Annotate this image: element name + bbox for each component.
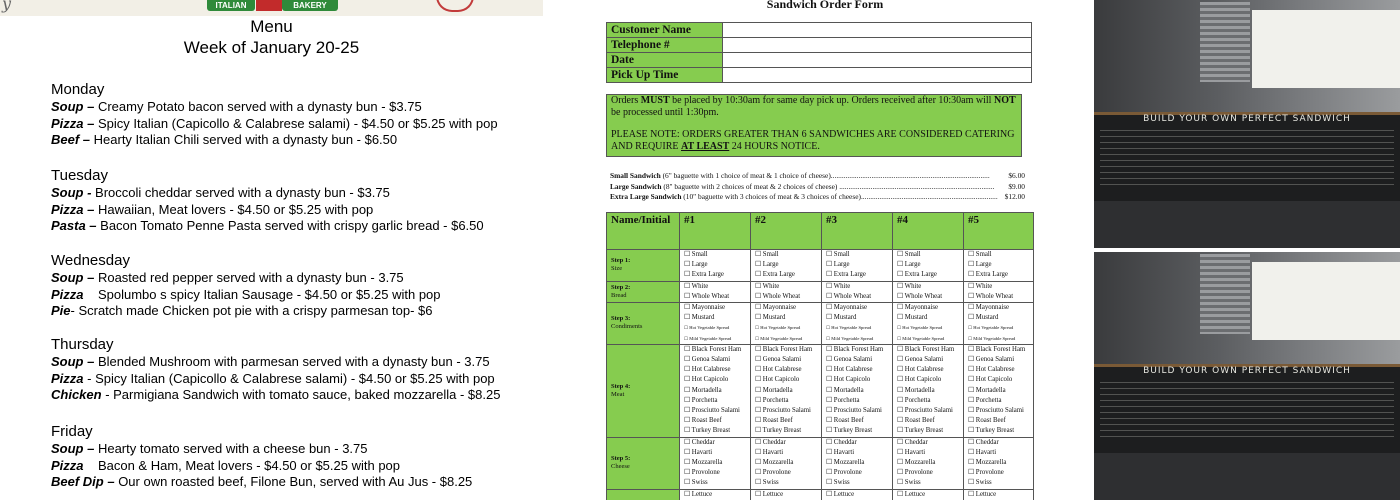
- option-checkbox[interactable]: ☐ Mortadella: [826, 386, 864, 394]
- sign-heading: BUILD YOUR OWN PERFECT SANDWICH: [1143, 114, 1351, 124]
- option-checkbox[interactable]: ☐ Havarti: [684, 448, 713, 456]
- menu-title: Menu: [250, 17, 293, 36]
- option-cell: [964, 250, 1034, 282]
- option-checkbox[interactable]: ☐ Whole Wheat: [968, 292, 1014, 300]
- info-label: Date: [607, 53, 723, 68]
- option-checkbox[interactable]: ☐ Hot Vegetable Spread: [897, 325, 943, 331]
- step-row: [607, 303, 1034, 345]
- banner-badge-italian: ITALIAN: [207, 0, 255, 11]
- option-checkbox[interactable]: ☐ Hot Capicolo: [968, 376, 1013, 384]
- option-checkbox[interactable]: ☐ Extra Large: [968, 271, 1008, 279]
- sandwich-order-form: [545, 0, 1093, 500]
- option-checkbox[interactable]: ☐ Swiss: [684, 479, 708, 487]
- option-checkbox[interactable]: ☐ Large: [684, 261, 708, 269]
- option-checkbox[interactable]: ☐ Black Forest Ham: [897, 345, 955, 353]
- option-checkbox[interactable]: ☐ Mild Vegetable Spread: [684, 335, 732, 341]
- item-label: Pie: [51, 303, 71, 318]
- option-cell: [964, 437, 1034, 489]
- option-checkbox[interactable]: ☐ White: [755, 282, 780, 290]
- item-text: Hawaiian, Meat lovers - $4.50 or $5.25 with pop: [94, 201, 374, 217]
- option-checkbox[interactable]: ☐ Cheddar: [684, 438, 715, 446]
- option-checkbox[interactable]: ☐ Hot Vegetable Spread: [968, 325, 1014, 331]
- sandwich-column-header: #2: [751, 213, 822, 250]
- option-cell: [964, 303, 1034, 345]
- option-checkbox[interactable]: ☐ Black Forest Ham: [826, 345, 884, 353]
- sandwich-column-header: #5: [964, 213, 1034, 250]
- option-checkbox[interactable]: ☐ Hot Calabrese: [968, 366, 1015, 374]
- option-checkbox[interactable]: ☐ Swiss: [897, 479, 921, 487]
- option-checkbox[interactable]: ☐ Mortadella: [755, 386, 793, 394]
- option-checkbox[interactable]: ☐ Mustard: [684, 314, 715, 322]
- option-cell: [822, 303, 893, 345]
- size-price: $9.00: [1008, 181, 1025, 191]
- item-text: Roasted red pepper served with a dynasty bun - 3.75: [94, 270, 404, 285]
- option-checkbox[interactable]: ☐ Mustard: [755, 314, 786, 322]
- step-row: [607, 489, 1034, 500]
- option-checkbox[interactable]: ☐ Whole Wheat: [684, 292, 730, 300]
- chalk-writing: [1100, 130, 1394, 190]
- option-checkbox[interactable]: ☐ Genoa Salami: [968, 356, 1015, 364]
- option-checkbox[interactable]: ☐ Lettuce: [826, 490, 855, 498]
- option-checkbox[interactable]: ☐ Hot Calabrese: [897, 366, 944, 374]
- option-checkbox[interactable]: ☐ Genoa Salami: [684, 356, 731, 364]
- step-label: Step 5: Cheese: [607, 437, 680, 489]
- menu-item: [51, 116, 498, 133]
- option-cell: [893, 303, 964, 345]
- size-price: $12.00: [1004, 192, 1025, 202]
- option-checkbox[interactable]: ☐ Mortadella: [968, 386, 1006, 394]
- option-checkbox[interactable]: ☐ Lettuce: [755, 490, 784, 498]
- step-row: [607, 281, 1034, 302]
- option-checkbox[interactable]: ☐ Hot Vegetable Spread: [755, 325, 801, 331]
- option-checkbox[interactable]: ☐ Mayonnaise: [968, 304, 1010, 312]
- option-checkbox[interactable]: ☐ Extra Large: [897, 271, 937, 279]
- option-checkbox[interactable]: ☐ Prosciutto Salami: [755, 407, 811, 415]
- option-checkbox[interactable]: ☐ Large: [826, 261, 850, 269]
- step-label: Step 3: Condiments: [607, 303, 680, 345]
- item-text: Blended Mushroom with parmesan served with a dynasty bun - 3.75: [94, 354, 490, 369]
- name-initial-header: Name/Initial: [607, 213, 680, 250]
- item-label: Chicken: [51, 387, 102, 402]
- option-checkbox[interactable]: ☐ Mortadella: [897, 386, 935, 394]
- item-label: Soup –: [51, 354, 95, 369]
- option-checkbox[interactable]: ☐ Genoa Salami: [897, 356, 944, 364]
- menu-item: [51, 132, 498, 149]
- step-label: [607, 489, 680, 500]
- step-label: Step 4: Meat: [607, 344, 680, 437]
- banner-logo-center: [256, 0, 282, 11]
- option-cell: [822, 344, 893, 437]
- option-checkbox[interactable]: ☐ Mustard: [826, 314, 857, 322]
- item-text: Spicy Italian (Capicollo & Calabrese salami) - $4.50 or $5.25 with pop: [94, 115, 498, 131]
- chalkboard-photo-top: [1094, 0, 1400, 248]
- customer-info-table: [606, 22, 1032, 83]
- option-checkbox[interactable]: ☐ Mayonnaise: [897, 304, 939, 312]
- option-checkbox[interactable]: ☐ White: [684, 282, 709, 290]
- option-checkbox[interactable]: ☐ Roast Beef: [897, 417, 935, 425]
- option-checkbox[interactable]: ☐ Mozzarella: [684, 459, 723, 467]
- ceiling-vent: [1200, 2, 1250, 82]
- option-checkbox[interactable]: ☐ Whole Wheat: [755, 292, 801, 300]
- option-checkbox[interactable]: ☐ Small: [684, 251, 708, 258]
- option-checkbox[interactable]: ☐ Mild Vegetable Spread: [968, 335, 1016, 341]
- size-price-list: [610, 171, 1025, 203]
- ceiling-light: [1252, 10, 1400, 88]
- option-cell: [751, 281, 822, 302]
- item-text: Hearty tomato served with a cheese bun - 3.75: [94, 441, 368, 456]
- item-text: - Parmigiana Sandwich with tomato sauce, baked mozzarella - $8.25: [101, 387, 501, 402]
- option-checkbox[interactable]: ☐ Mozzarella: [826, 459, 865, 467]
- item-label: Pizza: [51, 370, 84, 386]
- option-checkbox[interactable]: ☐ Mild Vegetable Spread: [897, 335, 945, 341]
- option-checkbox[interactable]: ☐ Swiss: [968, 479, 992, 487]
- menu-item: [51, 474, 472, 491]
- option-checkbox[interactable]: ☐ Cheddar: [755, 438, 786, 446]
- menu-item: [51, 458, 472, 475]
- menu-item: [51, 99, 498, 116]
- option-cell: [751, 250, 822, 282]
- option-cell: [751, 344, 822, 437]
- option-checkbox[interactable]: ☐ Hot Capicolo: [684, 376, 729, 384]
- option-checkbox[interactable]: ☐ White: [826, 282, 851, 290]
- option-checkbox[interactable]: ☐ Swiss: [755, 479, 779, 487]
- option-cell: [964, 281, 1034, 302]
- option-checkbox[interactable]: ☐ Mild Vegetable Spread: [826, 335, 874, 341]
- option-checkbox[interactable]: ☐ Porchetta: [968, 396, 1002, 404]
- date-field[interactable]: [723, 53, 1032, 68]
- order-grid: [606, 212, 1034, 500]
- option-cell: [751, 303, 822, 345]
- sandwich-column-header: #4: [893, 213, 964, 250]
- option-checkbox[interactable]: ☐ Small: [968, 251, 992, 258]
- step-row: [607, 437, 1034, 489]
- option-checkbox[interactable]: ☐ Roast Beef: [684, 417, 722, 425]
- option-checkbox[interactable]: ☐ Small: [826, 251, 850, 258]
- sign-heading: BUILD YOUR OWN PERFECT SANDWICH: [1143, 366, 1351, 376]
- option-cell: [680, 250, 751, 282]
- option-cell: [822, 281, 893, 302]
- item-text: Bacon Tomato Penne Pasta served with crispy garlic bread - $6.50: [96, 218, 484, 233]
- day-friday: [51, 423, 472, 491]
- ceiling-vent: [1200, 254, 1250, 334]
- option-checkbox[interactable]: ☐ Extra Large: [684, 271, 724, 279]
- option-checkbox[interactable]: ☐ Porchetta: [755, 396, 789, 404]
- menu-item: [51, 185, 484, 202]
- item-text: Creamy Potato bacon served with a dynasty bun - $3.75: [94, 99, 422, 114]
- day-monday: [51, 81, 498, 149]
- option-checkbox[interactable]: ☐ Provolone: [755, 469, 791, 477]
- chalk-writing: [1100, 382, 1394, 442]
- option-checkbox[interactable]: ☐ Porchetta: [897, 396, 931, 404]
- menu-item: [51, 354, 500, 371]
- option-checkbox[interactable]: ☐ Hot Calabrese: [684, 366, 731, 374]
- step-row: [607, 344, 1034, 437]
- item-text: Broccoli cheddar served with a dynasty bun - $3.75: [91, 185, 390, 200]
- item-label: Beef –: [51, 132, 91, 147]
- menu-week: Week of January 20-25: [183, 38, 360, 57]
- item-text: Our own roasted beef, Filone Bun, served with Au Jus - $8.25: [114, 474, 473, 489]
- option-checkbox[interactable]: ☐ Lettuce: [684, 490, 713, 498]
- chalkboard-photo-bottom: [1094, 252, 1400, 500]
- option-cell: [680, 344, 751, 437]
- option-checkbox[interactable]: ☐ Turkey Breast: [968, 427, 1015, 435]
- option-checkbox[interactable]: ☐ Mozzarella: [897, 459, 936, 467]
- option-checkbox[interactable]: ☐ Roast Beef: [755, 417, 793, 425]
- option-checkbox[interactable]: ☐ Black Forest Ham: [755, 345, 813, 353]
- option-checkbox[interactable]: ☐ White: [968, 282, 993, 290]
- option-checkbox[interactable]: ☐ Small: [897, 251, 921, 258]
- size-row: Large Sandwich (8" baguette with 2 choices of meat & 2 choices of cheese) .................................................................................... $9.00: [610, 181, 1025, 191]
- option-checkbox[interactable]: ☐ Hot Capicolo: [897, 376, 942, 384]
- option-cell: [893, 250, 964, 282]
- menu-item: [51, 371, 500, 388]
- option-checkbox[interactable]: ☐ Swiss: [826, 479, 850, 487]
- option-checkbox[interactable]: ☐ Havarti: [755, 448, 784, 456]
- item-text: - Scratch made Chicken pot pie with a crispy parmesan top- $6: [70, 303, 433, 318]
- option-checkbox[interactable]: ☐ Lettuce: [968, 490, 997, 498]
- option-checkbox[interactable]: ☐ Havarti: [968, 448, 997, 456]
- item-text: - Spicy Italian (Capicollo & Calabrese salami) - $4.50 or $5.25 with pop: [83, 370, 495, 386]
- option-checkbox[interactable]: ☐ Extra Large: [755, 271, 795, 279]
- sandwich-column-header: #1: [680, 213, 751, 250]
- option-cell: [822, 489, 893, 500]
- option-checkbox[interactable]: ☐ Provolone: [897, 469, 933, 477]
- option-cell: [680, 489, 751, 500]
- banner-script-text: y: [2, 0, 12, 13]
- menu-item: [51, 218, 484, 235]
- sandwich-column-header: #3: [822, 213, 893, 250]
- option-checkbox[interactable]: ☐ Mozzarella: [755, 459, 794, 467]
- day-name: Monday: [51, 81, 105, 98]
- option-checkbox[interactable]: ☐ Roast Beef: [968, 417, 1006, 425]
- menu-item: [51, 441, 472, 458]
- item-label: Soup –: [51, 270, 95, 285]
- day-wednesday: [51, 252, 441, 320]
- option-checkbox[interactable]: ☐ Large: [755, 261, 779, 269]
- option-cell: [822, 437, 893, 489]
- option-cell: [893, 437, 964, 489]
- banner-badge-bakery: BAKERY: [282, 0, 338, 11]
- option-checkbox[interactable]: ☐ Roast Beef: [826, 417, 864, 425]
- option-checkbox[interactable]: ☐ Havarti: [897, 448, 926, 456]
- step-label: Step 2: Bread: [607, 281, 680, 302]
- option-checkbox[interactable]: ☐ Cheddar: [897, 438, 928, 446]
- day-name: Friday: [51, 423, 93, 440]
- option-cell: [964, 344, 1034, 437]
- day-tuesday: [51, 167, 484, 235]
- pickup-time-field[interactable]: [723, 68, 1032, 83]
- option-cell: [751, 489, 822, 500]
- option-checkbox[interactable]: ☐ Cheddar: [826, 438, 857, 446]
- option-cell: [893, 344, 964, 437]
- menu-item: [51, 287, 441, 304]
- option-cell: [893, 489, 964, 500]
- option-checkbox[interactable]: ☐ Mild Vegetable Spread: [755, 335, 803, 341]
- order-notice: [606, 94, 1022, 157]
- option-checkbox[interactable]: ☐ Black Forest Ham: [684, 345, 742, 353]
- option-checkbox[interactable]: ☐ Whole Wheat: [897, 292, 943, 300]
- info-label: Telephone #: [607, 38, 723, 53]
- option-checkbox[interactable]: ☐ Hot Capicolo: [826, 376, 871, 384]
- option-checkbox[interactable]: ☐ Small: [755, 251, 779, 258]
- option-cell: [893, 281, 964, 302]
- step-label: Step 1: Size: [607, 250, 680, 282]
- info-label: Customer Name: [607, 23, 723, 38]
- option-checkbox[interactable]: ☐ Mayonnaise: [684, 304, 726, 312]
- option-checkbox[interactable]: ☐ Mortadella: [684, 386, 722, 394]
- customer-name-field[interactable]: [723, 23, 1032, 38]
- option-checkbox[interactable]: ☐ Mayonnaise: [755, 304, 797, 312]
- option-checkbox[interactable]: ☐ Turkey Breast: [897, 427, 944, 435]
- day-thursday: [51, 336, 500, 404]
- option-checkbox[interactable]: ☐ Turkey Breast: [755, 427, 802, 435]
- item-label: Soup –: [51, 441, 95, 456]
- day-name: Thursday: [51, 336, 114, 353]
- option-checkbox[interactable]: ☐ Genoa Salami: [755, 356, 802, 364]
- option-checkbox[interactable]: ☐ Provolone: [826, 469, 862, 477]
- item-label: Pizza –: [51, 115, 95, 131]
- item-label: Pizza: [51, 457, 84, 473]
- item-label: Pasta –: [51, 218, 97, 233]
- item-label: Soup -: [51, 185, 92, 200]
- option-checkbox[interactable]: ☐ Provolone: [968, 469, 1004, 477]
- menu-item: [51, 270, 441, 287]
- item-text: Bacon & Ham, Meat lovers - $4.50 or $5.25 with pop: [83, 457, 401, 473]
- option-cell: [680, 437, 751, 489]
- option-checkbox[interactable]: ☐ Havarti: [826, 448, 855, 456]
- option-checkbox[interactable]: ☐ Mozzarella: [968, 459, 1007, 467]
- option-checkbox[interactable]: ☐ Large: [897, 261, 921, 269]
- item-label: Soup –: [51, 99, 95, 114]
- ceiling-light: [1252, 262, 1400, 340]
- option-checkbox[interactable]: ☐ Lettuce: [897, 490, 926, 498]
- info-label: Pick Up Time: [607, 68, 723, 83]
- menu-item: [51, 303, 441, 320]
- option-checkbox[interactable]: ☐ White: [897, 282, 922, 290]
- size-price: $6.00: [1008, 171, 1025, 180]
- option-checkbox[interactable]: ☐ Turkey Breast: [826, 427, 873, 435]
- option-checkbox[interactable]: ☐ Black Forest Ham: [968, 345, 1026, 353]
- notice-deadline: Orders MUST be placed by 10:30am for same day pick up. Orders received after 10:30am will NOT be processed until 1:30pm.: [611, 95, 1016, 118]
- item-text: Hearty Italian Chili served with a dynasty bun - $6.50: [90, 132, 398, 147]
- option-checkbox[interactable]: ☐ Hot Capicolo: [755, 376, 800, 384]
- menu-item: [51, 202, 484, 219]
- item-label: Pizza: [51, 286, 84, 302]
- notice-catering: PLEASE NOTE: ORDERS GREATER THAN 6 SANDWICHES ARE CONSIDERED CATERING AND REQUIRE AT LEAST 24 HOURS NOTICE.: [611, 129, 1015, 152]
- option-cell: [680, 303, 751, 345]
- option-checkbox[interactable]: ☐ Mustard: [968, 314, 999, 322]
- option-checkbox[interactable]: ☐ Porchetta: [684, 396, 718, 404]
- option-checkbox[interactable]: ☐ Genoa Salami: [826, 356, 873, 364]
- item-label: Beef Dip –: [51, 474, 115, 489]
- option-checkbox[interactable]: ☐ Extra Large: [826, 271, 866, 279]
- telephone-field[interactable]: [723, 38, 1032, 53]
- option-checkbox[interactable]: ☐ Large: [968, 261, 992, 269]
- weekly-menu: [0, 0, 543, 500]
- option-cell: [751, 437, 822, 489]
- option-cell: [964, 489, 1034, 500]
- option-checkbox[interactable]: ☐ Whole Wheat: [826, 292, 872, 300]
- size-row: Small Sandwich (6" baguette with 1 choice of meat & 1 choice of cheese)...................................................................................... $6.00: [610, 171, 1025, 180]
- option-checkbox[interactable]: ☐ Mustard: [897, 314, 928, 322]
- option-checkbox[interactable]: ☐ Hot Calabrese: [755, 366, 802, 374]
- option-checkbox[interactable]: ☐ Hot Calabrese: [826, 366, 873, 374]
- menu-item: [51, 387, 500, 404]
- step-row: [607, 250, 1034, 282]
- option-cell: [680, 281, 751, 302]
- option-checkbox[interactable]: ☐ Mayonnaise: [826, 304, 868, 312]
- form-title: Sandwich Order Form: [766, 0, 884, 11]
- option-cell: [822, 250, 893, 282]
- day-name: Tuesday: [51, 167, 108, 184]
- option-checkbox[interactable]: ☐ Hot Vegetable Spread: [826, 325, 872, 331]
- option-checkbox[interactable]: ☐ Provolone: [684, 469, 720, 477]
- option-checkbox[interactable]: ☐ Prosciutto Salami: [968, 407, 1024, 415]
- item-text: Spolumbo s spicy Italian Sausage - $4.50 or $5.25 with pop: [83, 286, 441, 302]
- option-checkbox[interactable]: ☐ Cheddar: [968, 438, 999, 446]
- option-checkbox[interactable]: ☐ Prosciutto Salami: [684, 407, 740, 415]
- option-checkbox[interactable]: ☐ Hot Vegetable Spread: [684, 325, 730, 331]
- option-checkbox[interactable]: ☐ Prosciutto Salami: [897, 407, 953, 415]
- item-label: Pizza –: [51, 201, 95, 217]
- option-checkbox[interactable]: ☐ Porchetta: [826, 396, 860, 404]
- option-checkbox[interactable]: ☐ Turkey Breast: [684, 427, 731, 435]
- option-checkbox[interactable]: ☐ Prosciutto Salami: [826, 407, 882, 415]
- size-row: Extra Large Sandwich (10" baguette with 3 choices of meat & 3 choices of cheese).......................................................................... $12.00: [610, 192, 1025, 202]
- day-name: Wednesday: [51, 252, 130, 269]
